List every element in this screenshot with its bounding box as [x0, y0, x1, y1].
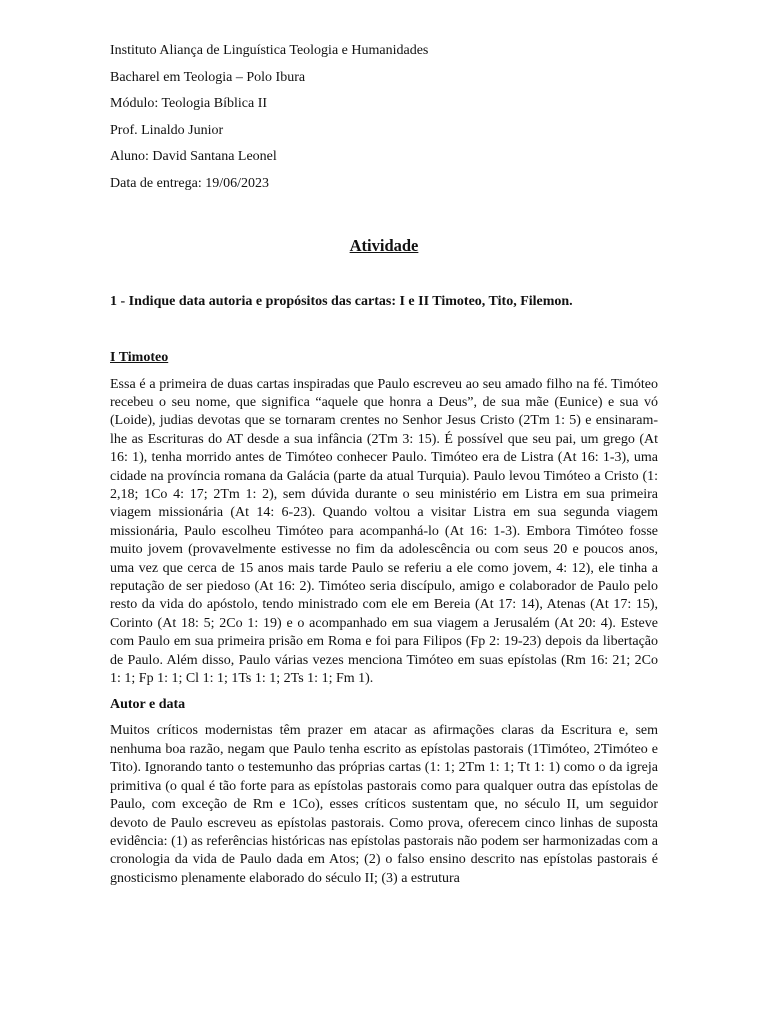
section-title-i-timoteo: I Timoteo: [110, 349, 169, 365]
page-title: Atividade: [349, 235, 419, 255]
course-line: Bacharel em Teologia – Polo Ibura: [110, 69, 306, 85]
subsection-title-autor-data: Autor e data: [110, 697, 186, 713]
author-paragraph: Muitos críticos modernistas têm prazer em atacar as afirmações claras da Escritura e, sem nenhuma boa razão, negam que Paulo tenha escrito as epístolas pastorais (1Timóteo, 2Timóteo e Tito). Ignorando tanto o testemunho das próprias cartas (1: 1; 2Tm 1: 1; Tt 1: 1) como o da igreja primitiva (o qual é tão forte para as epístolas pastorais como para qualquer outra das epístolas de Paulo, com exceção de Rm e 1Co), esses críticos sustentam que, no século II, um seguidor devoto de Paulo escreveu as epístolas pastorais. Como prova, oferecem cinco linhas de suposta evidência: (1) as referências históricas nas epístolas pastorais não podem ser harmonizadas com a cronologia da vida de Paulo dada em Atos; (2) o falso ensino descrito nas epístolas pastorais é gnosticismo plenamente elaborado do século II; (3) a estrutura: [110, 723, 658, 886]
document-page: [110, 38, 658, 888]
intro-paragraph: Essa é a primeira de duas cartas inspiradas que Paulo escreveu ao seu amado filho na fé. Timóteo recebeu o seu nome, que significa “aquele que honra a Deus”, de sua mãe (Eunice) e sua vó (Loide), judias devotas que se tornaram crentes no Senhor Jesus Cristo (2Tm 1: 5) e ensinaram-lhe as Escrituras do AT desde a sua infância (2Tm 3: 15). É possível que seu pai, um grego (At 16: 1), tenha morrido antes de Timóteo conhecer Paulo. Timóteo era de Listra (At 16: 1-3), uma cidade na província romana da Galácia (parte da atual Turquia). Paulo levou Timóteo a Cristo (1: 2,18; 1Co 4: 17; 2Tm 1: 2), sem dúvida durante o seu ministério em Listra em sua primeira viagem missionária (At 14: 6-23). Quando voltou a visitar Listra em sua segunda viagem missionária, Paulo escolheu Timóteo para acompanhá-lo (At 16: 1-3). Embora Timóteo fosse muito jovem (provavelmente estivesse no fim da adolescência ou com seus 20 e poucos anos, uma vez que cerca de 15 anos mais tarde Paulo se referiu a ele como jovem, 4: 12), ele tinha a reputação de ser piedoso (At 16: 2). Timóteo seria discípulo, amigo e colaborador de Paulo pelo resto da vida do apóstolo, tendo ministrado com ele em Bereia (At 17: 14), Atenas (At 17: 15), Corinto (At 18: 5; 2Co 1: 19) e o acompanhado em sua viagem a Jerusalém (At 20: 4). Esteve com Paulo em sua primeira prisão em Roma e foi para Filipos (Fp 2: 19-23) depois da libertação de Paulo. Além disso, Paulo várias vezes menciona Timóteo em suas epístolas (Rm 16: 21; 2Co 1: 1; Fp 1: 1; Cl 1: 1; 1Ts 1: 1; 2Ts 1: 1; Fm 1).: [110, 376, 658, 687]
due-date-line: Data de entrega: 19/06/2023: [110, 175, 270, 191]
institution-line: Instituto Aliança de Linguística Teologia e Humanidades: [110, 43, 429, 58]
question-heading: 1 - Indique data autoria e propósitos das cartas: I e II Timoteo, Tito, Filemon.: [110, 293, 573, 309]
professor-line: Prof. Linaldo Junior: [110, 122, 224, 138]
module-line: Módulo: Teologia Bíblica II: [110, 96, 268, 112]
student-line: Aluno: David Santana Leonel: [110, 149, 277, 165]
